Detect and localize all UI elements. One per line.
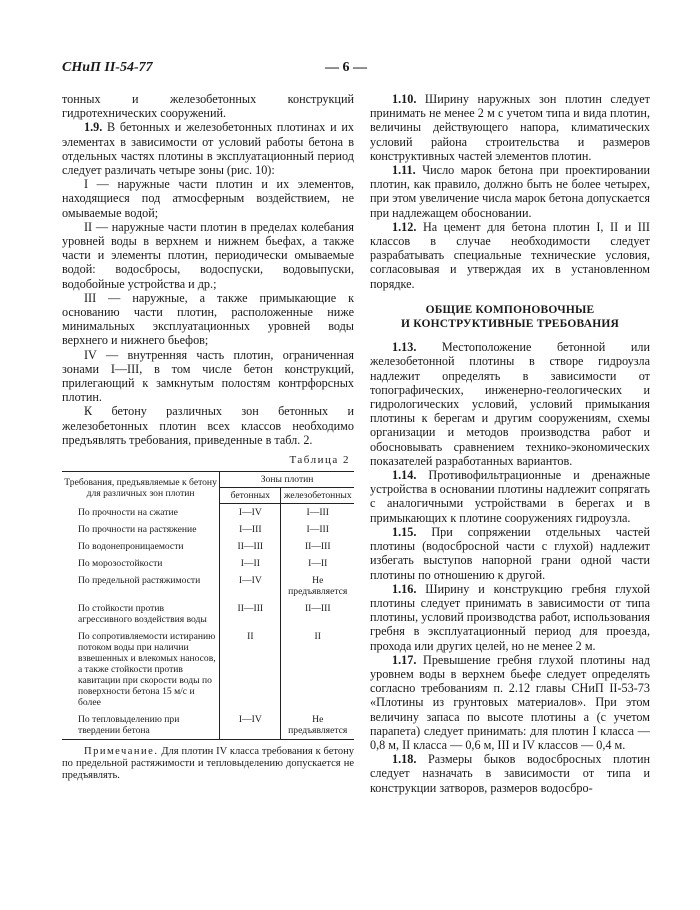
row-requirement: По сопротивляемости истиранию потоком воды при наличии взвешенных и влекомых наносов, а также стойкости против кавитации при скорости воды по поверхности бетона 15 м/с и более xyxy=(78,631,216,709)
paragraph-table-reference: К бетону различных зон бетонных и железобетонных плотин всех классов необходимо предъявлять требования, приведенные в табл. 2. xyxy=(62,404,354,447)
row-reinforced-zones: I—III xyxy=(281,521,354,538)
zone-text: — внутренняя часть плотин, ограниченная зонами I—III, в том числе бетон конструкций, прилегающий к замкнутым полостям контрфорсных плотин. xyxy=(62,347,354,405)
left-column xyxy=(62,92,354,782)
paragraph-1-16 xyxy=(370,582,650,653)
paragraph-1-12 xyxy=(370,220,650,291)
row-reinforced-zones: II—III xyxy=(281,600,354,628)
zone-text: — наружные части плотин и их элементов, находящиеся под атмосферным воздействием, не омываемые водой; xyxy=(62,177,354,220)
row-reinforced-zones: Не предъявляется xyxy=(281,572,354,600)
table-note xyxy=(62,746,354,782)
row-requirement: По стойкости против агрессивного воздействия воды xyxy=(78,603,207,626)
clause-number: 1.16. xyxy=(392,581,417,596)
row-requirement: По прочности на растяжение xyxy=(78,524,197,536)
row-requirement: По прочности на сжатие xyxy=(78,506,178,518)
paragraph-1-14 xyxy=(370,468,650,525)
clause-text: На цемент для бетона плотин I, II и III классов в случае необходимости следует разрабатывать специальные технические условия, согласовывая и утверждая их в установленном порядке. xyxy=(370,219,650,291)
clause-number: 1.11. xyxy=(392,163,416,178)
paragraph-1-18 xyxy=(370,752,650,795)
row-requirement: По водонепроницаемости xyxy=(78,541,184,553)
row-reinforced-zones: I—II xyxy=(281,555,354,572)
table-row xyxy=(62,521,354,538)
zone-mark: III xyxy=(84,290,97,305)
header-concrete: бетонных xyxy=(220,488,281,504)
clause-number: 1.10. xyxy=(392,92,417,106)
clause-text: Местоположение бетонной или железобетонной плотины в створе гидроузла надлежит определять в зависимости от топографических, инженерно-геологических и гидрологических условий, условий примыкания плотины к берегам и другим сооружениям, схемы организации и методов производства работ и обосновывать сравнением технико-экономических показателей разработанных вариантов. xyxy=(370,340,650,468)
zone-text: — наружные части плотин в пределах колебания уровней воды в верхнем и нижнем бьефах, а также части и элементы плотин, периодически омываемые водой: водосбросы, водоспуски, водовыпуски, водобойные устройства и др.; xyxy=(62,219,354,291)
row-concrete-zones: I—IV xyxy=(220,572,281,600)
row-concrete-zones: II—III xyxy=(220,600,281,628)
requirements-table xyxy=(62,471,354,740)
table-row xyxy=(62,711,354,740)
page-number: — 6 — xyxy=(325,60,367,75)
table-row xyxy=(62,504,354,522)
clause-text: Ширину наружных зон плотин следует принимать не менее 2 м с учетом типа и вида плотин, величины действующего напора, климатических условий района строительства и размеров конструктивных частей элементов плотин. xyxy=(370,92,650,163)
zone-2-item xyxy=(62,220,354,291)
row-reinforced-zones: Не предъявляется xyxy=(281,711,354,740)
zone-mark: IV xyxy=(84,347,97,362)
clause-number: 1.9. xyxy=(84,120,103,135)
row-reinforced-zones: II—III xyxy=(281,538,354,555)
row-requirement: По морозостойкости xyxy=(78,558,163,570)
clause-text: В бетонных и железобетонных плотинах и их элементах в зависимости от условий работы бетона в отдельных частях плотины в эксплуатационный период следует различать четыре зоны (рис. 10): xyxy=(62,120,354,178)
row-requirement: По предельной растяжимости xyxy=(78,575,201,587)
paragraph-continuation: тонных и железобетонных конструкций гидротехнических сооружений. xyxy=(62,92,354,121)
row-concrete-zones: I—II xyxy=(220,555,281,572)
paragraph-1-10 xyxy=(370,92,650,163)
clause-text: Размеры быков водосбросных плотин следует назначать в зависимости от типа и конструкции затворов, размеров водосбро- xyxy=(370,752,650,795)
clause-text: Превышение гребня глухой плотины над уровнем воды в верхнем бьефе следует определять согласно требованиям п. 2.12 главы СНиП II-53-73 «Плотины из грунтовых материалов». При этом величину запаса по высоте плотины а (с учетом парапета) следует принимать: для плотин I класса — 0,8 м, II класса — 0,6 м, III и IV классов — 0,4 м. xyxy=(370,652,650,752)
clause-number: 1.17. xyxy=(392,652,417,667)
zone-text: — наружные, а также примыкающие к основанию части плотин, расположенные ниже минимальных эксплуатационных уровней воды верхнего и нижнего бьефов; xyxy=(62,290,354,348)
right-column xyxy=(370,92,650,795)
header-reinforced: железобетонных xyxy=(281,488,354,504)
row-concrete-zones: II—III xyxy=(220,538,281,555)
table-row xyxy=(62,555,354,572)
table-caption: Таблица 2 xyxy=(289,454,350,467)
clause-number: 1.15. xyxy=(392,524,417,539)
clause-number: 1.14. xyxy=(392,468,417,483)
note-text: Для плотин IV класса требования к бетону по предельной растяжимости и тепловыделению допускается не предъявлять. xyxy=(62,746,354,782)
row-reinforced-zones: II xyxy=(281,628,354,711)
clause-text: Ширину и конструкцию гребня глухой плотины следует принимать в зависимости от типа плотины, условий производства работ, использования гребня в эксплуатационный период для проезда, прохода или других целей, но не менее 2 м. xyxy=(370,581,650,653)
row-requirement: По тепловыделению при твердении бетона xyxy=(62,711,220,740)
paragraph-1-17 xyxy=(370,653,650,752)
table-row xyxy=(62,628,354,711)
row-concrete-zones: I—IV xyxy=(220,504,281,522)
paragraph-1-9 xyxy=(62,120,354,177)
row-concrete-zones: II xyxy=(220,628,281,711)
header-requirements: Требования, предъявляемые к бетону для различных зон плотин xyxy=(62,472,220,504)
clause-text: Число марок бетона при проектировании плотин, как правило, должно быть не более четырех, при этом увеличение числа марок бетона допускается при надлежащем обосновании. xyxy=(370,163,650,220)
table-row xyxy=(62,600,354,628)
table-row xyxy=(62,572,354,600)
section-title-line-2: И КОНСТРУКТИВНЫЕ ТРЕБОВАНИЯ xyxy=(400,318,619,331)
row-concrete-zones: I—IV xyxy=(220,711,281,740)
table-row xyxy=(62,538,354,555)
clause-text: При сопряжении отдельных частей плотины (водосбросной части с глухой) надлежит избегать выступов напорной грани одной части плотины по отношению к другой. xyxy=(370,524,650,582)
header-zones: Зоны плотин xyxy=(220,472,354,488)
row-concrete-zones: I—III xyxy=(220,521,281,538)
clause-number: 1.12. xyxy=(392,219,417,234)
note-label: Примечание. xyxy=(84,746,159,758)
row-reinforced-zones: I—III xyxy=(281,504,354,522)
paragraph-1-13 xyxy=(370,340,650,468)
clause-number: 1.13. xyxy=(392,340,417,355)
zone-1-item xyxy=(62,177,354,220)
clause-number: 1.18. xyxy=(392,752,417,767)
zone-3-item xyxy=(62,291,354,348)
zone-4-item xyxy=(62,348,354,405)
document-code: СНиП II-54-77 xyxy=(62,60,153,75)
section-title xyxy=(370,303,650,331)
paragraph-1-11 xyxy=(370,163,650,220)
zone-mark: II xyxy=(84,219,93,234)
clause-text: Противофильтрационные и дренажные устройства в основании плотины надлежит сопрягать с аналогичными устройствами в берегах и в примыкающих к плотине сооружениях гидроузла. xyxy=(370,468,650,525)
section-title-line-1: ОБЩИЕ КОМПОНОВОЧНЫЕ xyxy=(425,303,595,316)
zone-mark: I xyxy=(84,177,89,192)
paragraph-1-15 xyxy=(370,525,650,582)
